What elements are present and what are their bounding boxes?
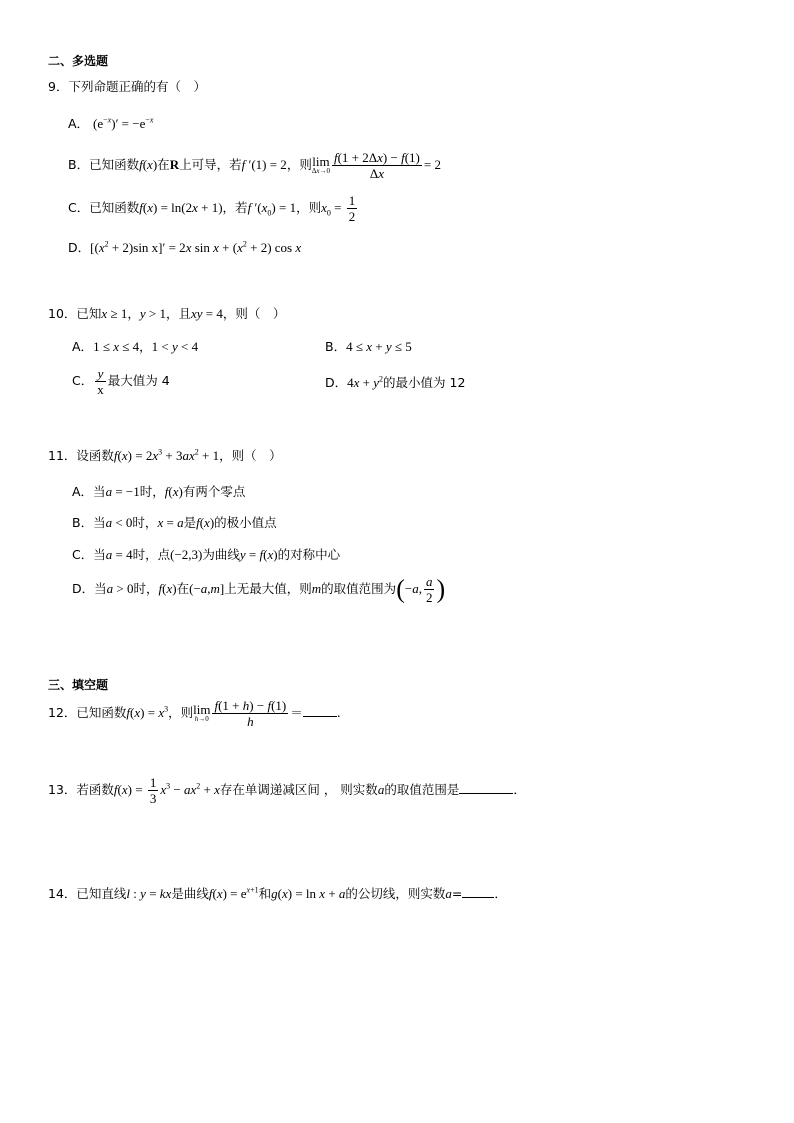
question-11-option-d: D．当a > 0时，f(x)在(−a,m]上无最大值，则m的取值范围为(−a, $\frac{a}{2}$ ) [72,574,446,605]
option-label: A． [72,339,94,354]
question-11-stem: 11．设函数$f(x) = 2x^3 + 3ax^2 + 1$，则（ ） [48,447,282,463]
question-11-option-a: A．当a = −1时，f(x)有两个零点 [72,484,246,499]
option-label: D． [68,240,91,255]
question-9-option-a: A． $(e^{-x})' = -e^{-x}$ [68,115,154,131]
question-10-option-d: D．$4x + y^2$的最小值为 12 [325,374,466,390]
question-11-option-b: B．当a < 0时，x = a是f(x)的极小值点 [72,515,277,530]
question-10-option-a: A．1 ≤ x ≤ 4，1 < y < 4 [72,339,199,354]
question-10-option-b: B．4 ≤ x + y ≤ 5 [325,339,412,354]
question-12: 12．已知函数$f(x) = x^3$，则lim h→0 $\frac{f(1 + h) - f(1)}{h}$ ＝ . [48,698,341,729]
answer-blank[interactable] [462,897,494,898]
answer-blank[interactable] [459,793,513,794]
option-label: B． [325,339,347,354]
question-9-stem: 9．下列命题正确的有（ ） [48,79,206,94]
question-11-option-c: C．当a = 4时，点(−2,3)为曲线y = f(x)的对称中心 [72,547,341,562]
question-10-stem: 10．已知x ≥ 1，y > 1，且xy = 4，则（ ） [48,306,286,321]
option-label: A． [68,116,90,131]
option-label: B．已知函数 [68,157,140,172]
option-label: D． [325,375,348,390]
option-label: C． [72,373,94,388]
section-heading-multiple-choice: 二、多选题 [48,54,109,68]
option-label: C．已知函数 [68,200,140,215]
section-heading-fill-in: 三、填空题 [48,678,109,692]
question-9-option-b: B．已知函数f(x)在R上可导，若f ′(1) = 2，则lim Δx→0 $\frac{f(1 + 2\Delta x) - f(1)}{\Delta x}$ = 2 [68,150,441,181]
question-10-option-c: C． $\frac{y}{x}$ 最大值为 4 [72,366,170,397]
question-9-option-c: C．已知函数f(x) = ln(2x + 1)，若f $'(x_0) = 1$，则$x_0$ = $\frac{1}{2}$ [68,193,356,224]
question-13: 13．若函数f(x) = $\frac{1}{3}$ $x^3 - ax^2 + x$存在单调递减区间 ， 则实数a的取值范围是 ． [48,775,526,806]
answer-blank[interactable] [303,716,337,717]
question-9-option-d: D．[$(x^2 + 2)\sin$ x]′ = 2x $\sin x + (x^2 + 2)$ cos x [68,239,302,255]
question-14: 14．已知直线l : y = kx是曲线$f(x) = e^{x+1}$和g(x) = ln x + a的公切线，则实数a= ． [48,885,507,901]
